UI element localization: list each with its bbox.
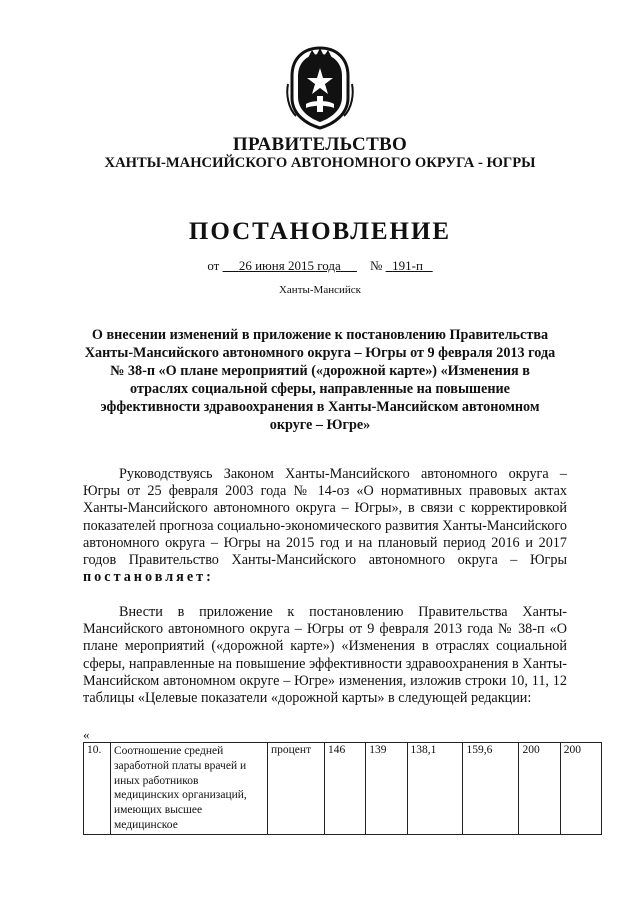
value-cell: 200 xyxy=(560,743,601,835)
value-cell: 146 xyxy=(325,743,366,835)
value-cell: 138,1 xyxy=(407,743,463,835)
indicator-name: Соотношение средней заработной платы врачей и иных работников медицинских организаций, имеющих высшее медицинское xyxy=(111,743,268,835)
table-row xyxy=(84,743,602,835)
indicator-unit: процент xyxy=(268,743,325,835)
document-type: ПОСТАНОВЛЕНИЕ xyxy=(188,218,452,245)
city-name: Ханты-Мансийск xyxy=(278,284,361,296)
region-title: ХАНТЫ-МАНСИЙСКОГО АВТОНОМНОГО ОКРУГА - ЮГРЫ xyxy=(104,155,536,171)
target-indicators-table xyxy=(83,742,602,835)
document-number: 191-п xyxy=(392,258,423,273)
document-date: 26 июня 2015 года xyxy=(238,258,341,273)
directive-paragraph: Внести в приложение к постановлению Правительства Ханты-Мансийского автономного округа – Югры от 9 февраля 2013 года № 38-п «О плане мероприятий («дорожной карте») «Изменения в отраслях социальной сферы, направленные на повышение эффективности здравоохранения в Ханты-Мансийском автономном округе – Югре» изменения, изложив строки 10, 11, 12 таблицы «Целевые показатели «дорожной карты» в следующей редакции: xyxy=(83,604,567,707)
resolves-keyword: постановляет: xyxy=(83,569,214,586)
government-title: ПРАВИТЕЛЬСТВО xyxy=(232,134,408,155)
coat-of-arms-emblem xyxy=(284,44,356,130)
value-cell: 200 xyxy=(519,743,560,835)
number-prefix: № xyxy=(369,258,383,273)
opening-quote: « xyxy=(83,727,90,742)
date-prefix: от xyxy=(207,258,220,273)
document-subject: О внесении изменений в приложение к постановлению Правительства Ханты-Мансийского автономного округа – Югры от 9 февраля 2013 года № 38-п «О плане мероприятий («дорожной карте») «Изменения в отраслях социальной сферы, направленные на повышение эффективности здравоохранения в Ханты-Мансийском автономном округе – Югре» xyxy=(84,327,556,433)
value-cell: 159,6 xyxy=(463,743,519,835)
value-cell: 139 xyxy=(366,743,407,835)
preamble-paragraph: Руководствуясь Законом Ханты-Мансийского автономного округа – Югры от 25 февраля 2003 года № 14-оз «О нормативных правовых актах Ханты-Мансийского автономного округа – Югры», в связи с корректировкой показателей прогноза социально-экономического развития Ханты-Мансийского автономного округа – Югры на 2015 год и на плановый период 2016 и 2017 годов Правительство Ханты-Мансийского автономного округа – Югры постановляет: xyxy=(83,466,567,586)
row-number: 10. xyxy=(84,743,111,835)
date-number-line xyxy=(0,258,640,274)
